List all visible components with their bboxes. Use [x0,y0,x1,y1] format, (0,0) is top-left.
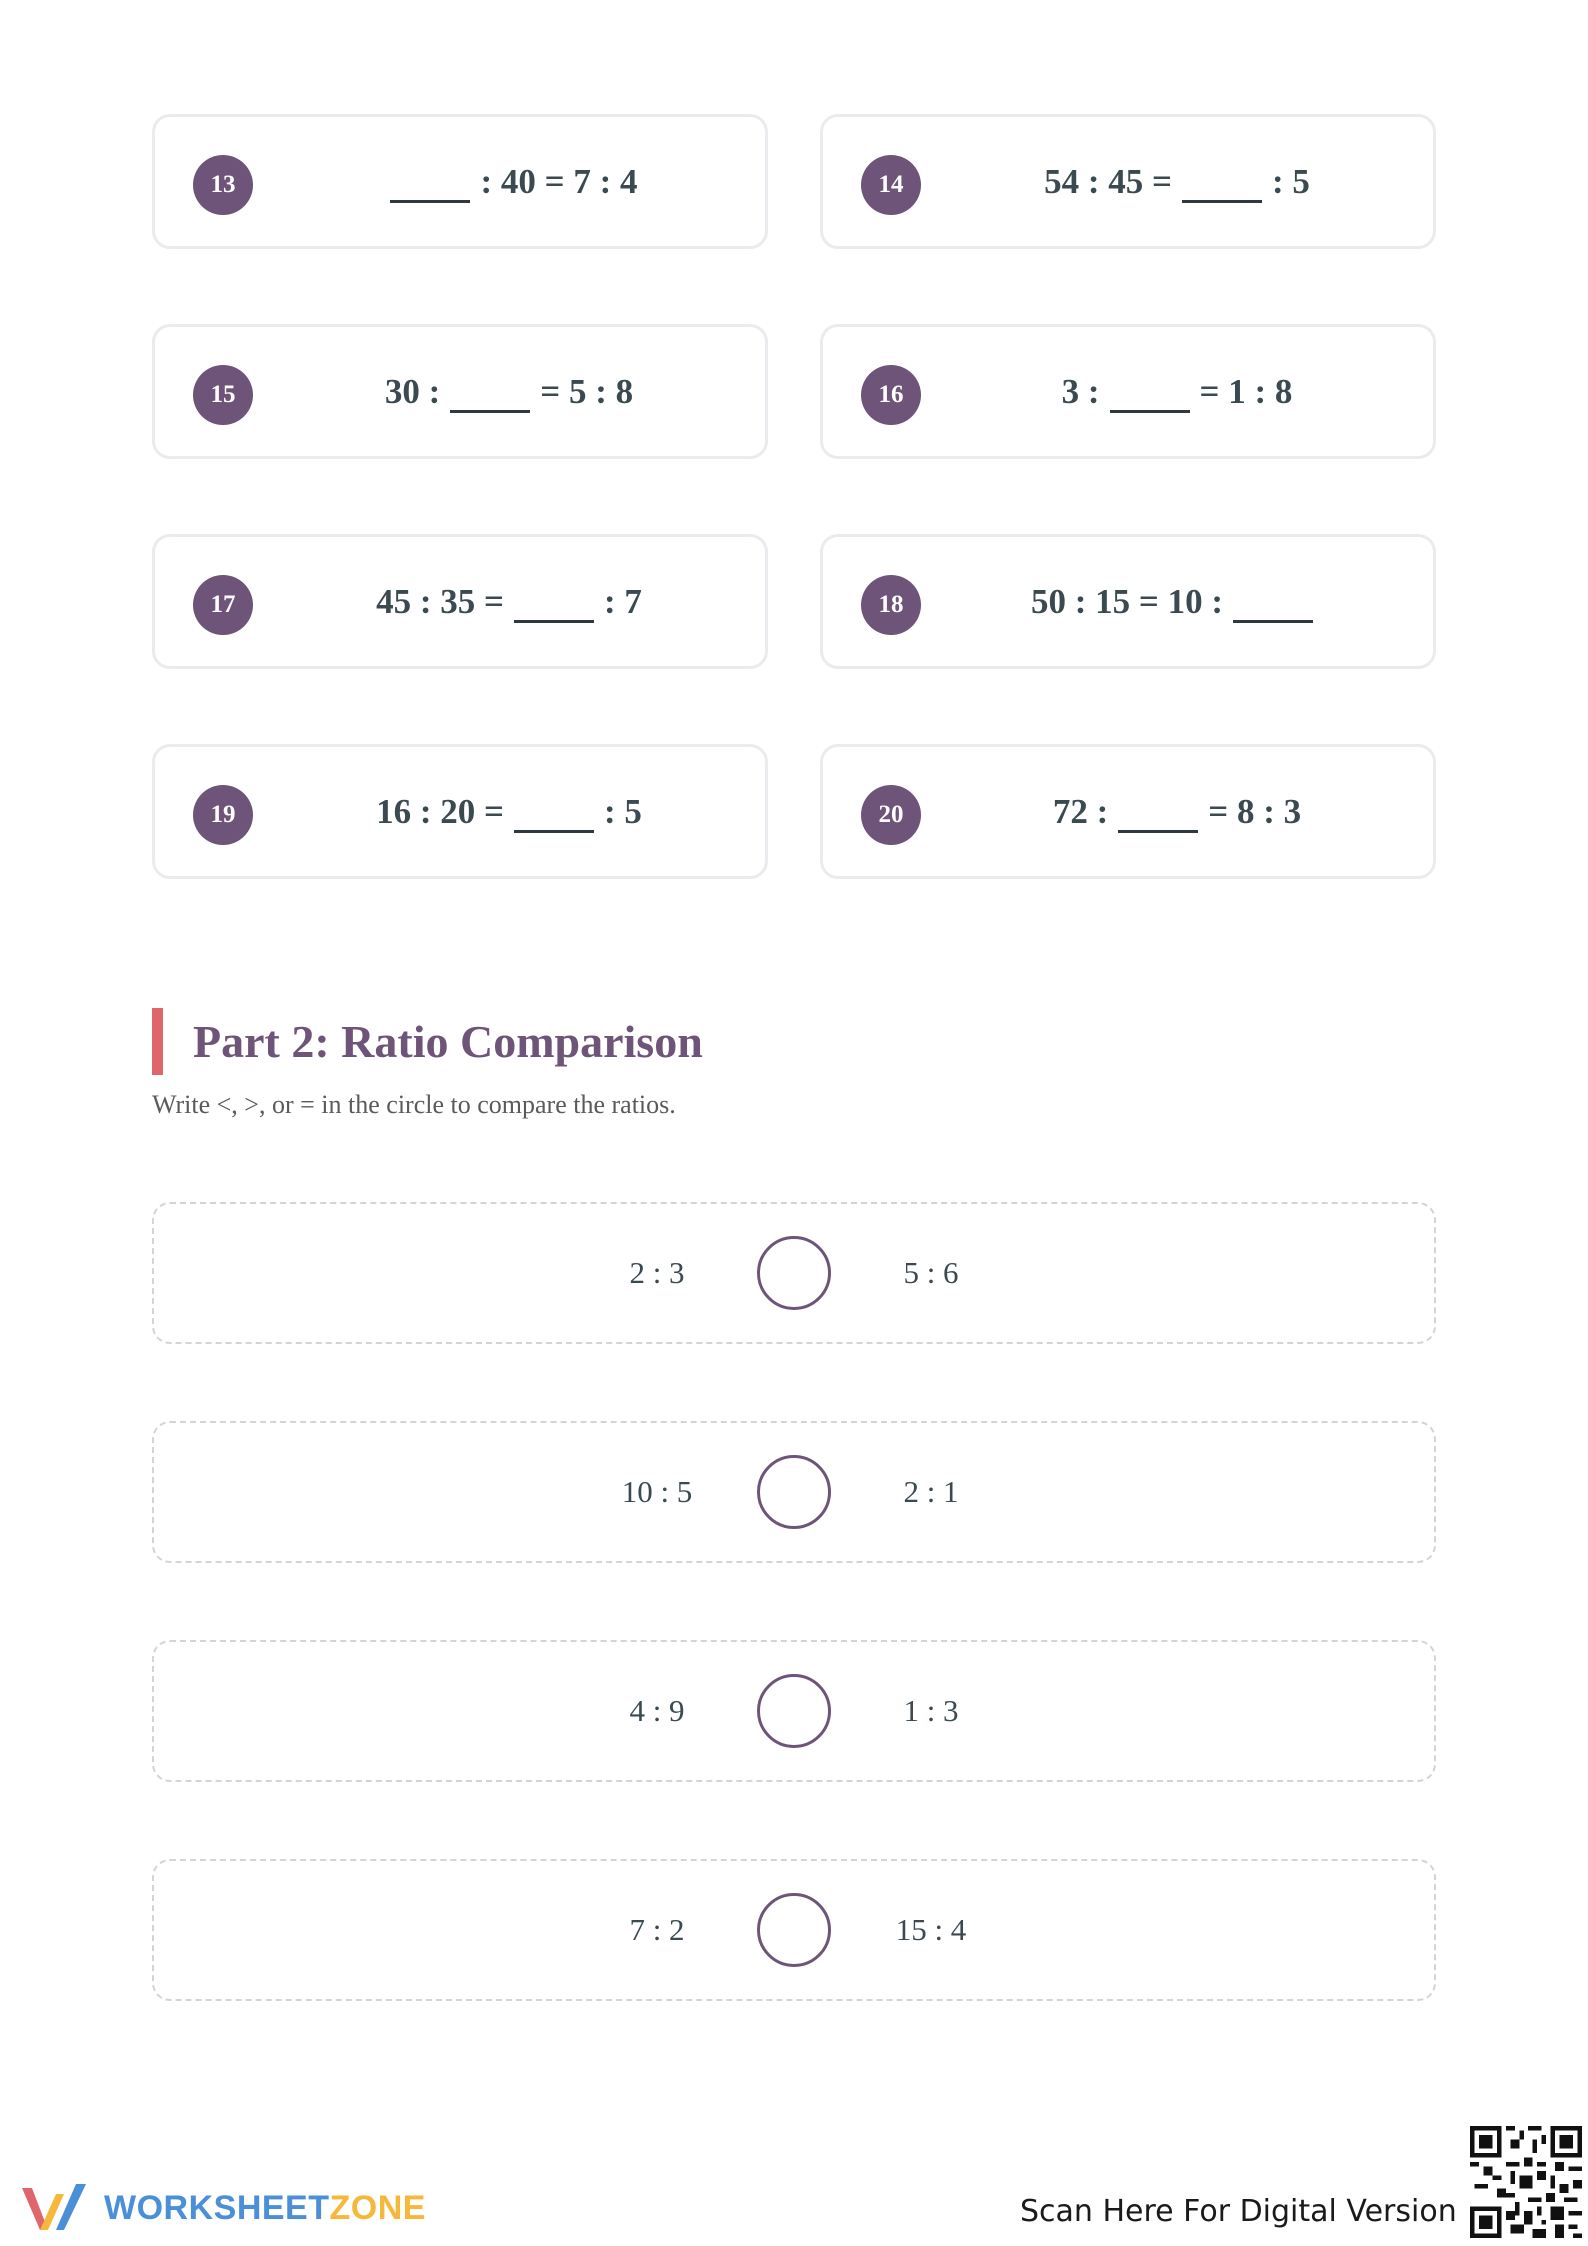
problem-number: 17 [193,575,253,635]
right-ratio: 5 : 6 [903,1255,959,1290]
answer-circle[interactable] [757,1893,831,1967]
answer-blank[interactable] [1110,370,1190,413]
left-ratio: 10 : 5 [621,1474,693,1509]
equation: 3 : = 1 : 8 [921,327,1433,456]
equation: : 40 = 7 : 4 [253,117,765,246]
problem-row [152,744,1436,879]
left-ratio: 2 : 3 [629,1255,685,1290]
problem-card-19 [152,744,768,879]
answer-blank[interactable] [390,160,470,203]
brand-logo[interactable] [18,2180,426,2236]
problem-number: 14 [861,155,921,215]
brand-name: WORKSHEETZONE [104,2188,426,2227]
equation: 45 : 35 = : 7 [253,537,765,666]
equation: 72 : = 8 : 3 [921,747,1433,876]
answer-blank[interactable] [514,580,594,623]
problem-number: 16 [861,365,921,425]
comparison-row [152,1640,1436,1782]
equation: 54 : 45 = : 5 [921,117,1433,246]
left-ratio: 4 : 9 [629,1693,685,1728]
answer-blank[interactable] [450,370,530,413]
problem-card-16 [820,324,1436,459]
answer-circle[interactable] [757,1236,831,1310]
answer-blank[interactable] [514,790,594,833]
problem-card-14 [820,114,1436,249]
answer-blank[interactable] [1233,580,1313,623]
comparison-row [152,1421,1436,1563]
comparison-row [152,1859,1436,2001]
worksheetzone-logo-icon [18,2180,92,2236]
problem-row [152,324,1436,459]
comparison-list [152,1202,1436,2078]
right-ratio: 1 : 3 [903,1693,959,1728]
qr-code-icon[interactable] [1470,2126,1582,2238]
answer-circle[interactable] [757,1455,831,1529]
right-ratio: 2 : 1 [903,1474,959,1509]
scan-caption: Scan Here For Digital Version [1020,2194,1457,2229]
problem-card-18 [820,534,1436,669]
right-ratio: 15 : 4 [895,1912,967,1947]
problem-card-15 [152,324,768,459]
comparison-row [152,1202,1436,1344]
left-ratio: 7 : 2 [629,1912,685,1947]
section-title: Part 2: Ratio Comparison [193,1016,703,1067]
problem-card-20 [820,744,1436,879]
answer-circle[interactable] [757,1674,831,1748]
equation: 30 : = 5 : 8 [253,327,765,456]
answer-blank[interactable] [1182,160,1262,203]
problem-number: 15 [193,365,253,425]
problem-card-13 [152,114,768,249]
problem-row [152,114,1436,249]
problem-number: 19 [193,785,253,845]
answer-blank[interactable] [1118,790,1198,833]
problem-row [152,534,1436,669]
problem-card-17 [152,534,768,669]
equation: 16 : 20 = : 5 [253,747,765,876]
problem-number: 20 [861,785,921,845]
equation: 50 : 15 = 10 : [921,537,1433,666]
section-accent-bar [152,1008,163,1075]
problem-number: 13 [193,155,253,215]
section-instructions: Write <, >, or = in the circle to compare the ratios. [152,1090,676,1119]
problem-number: 18 [861,575,921,635]
part1-problems [152,114,1436,954]
